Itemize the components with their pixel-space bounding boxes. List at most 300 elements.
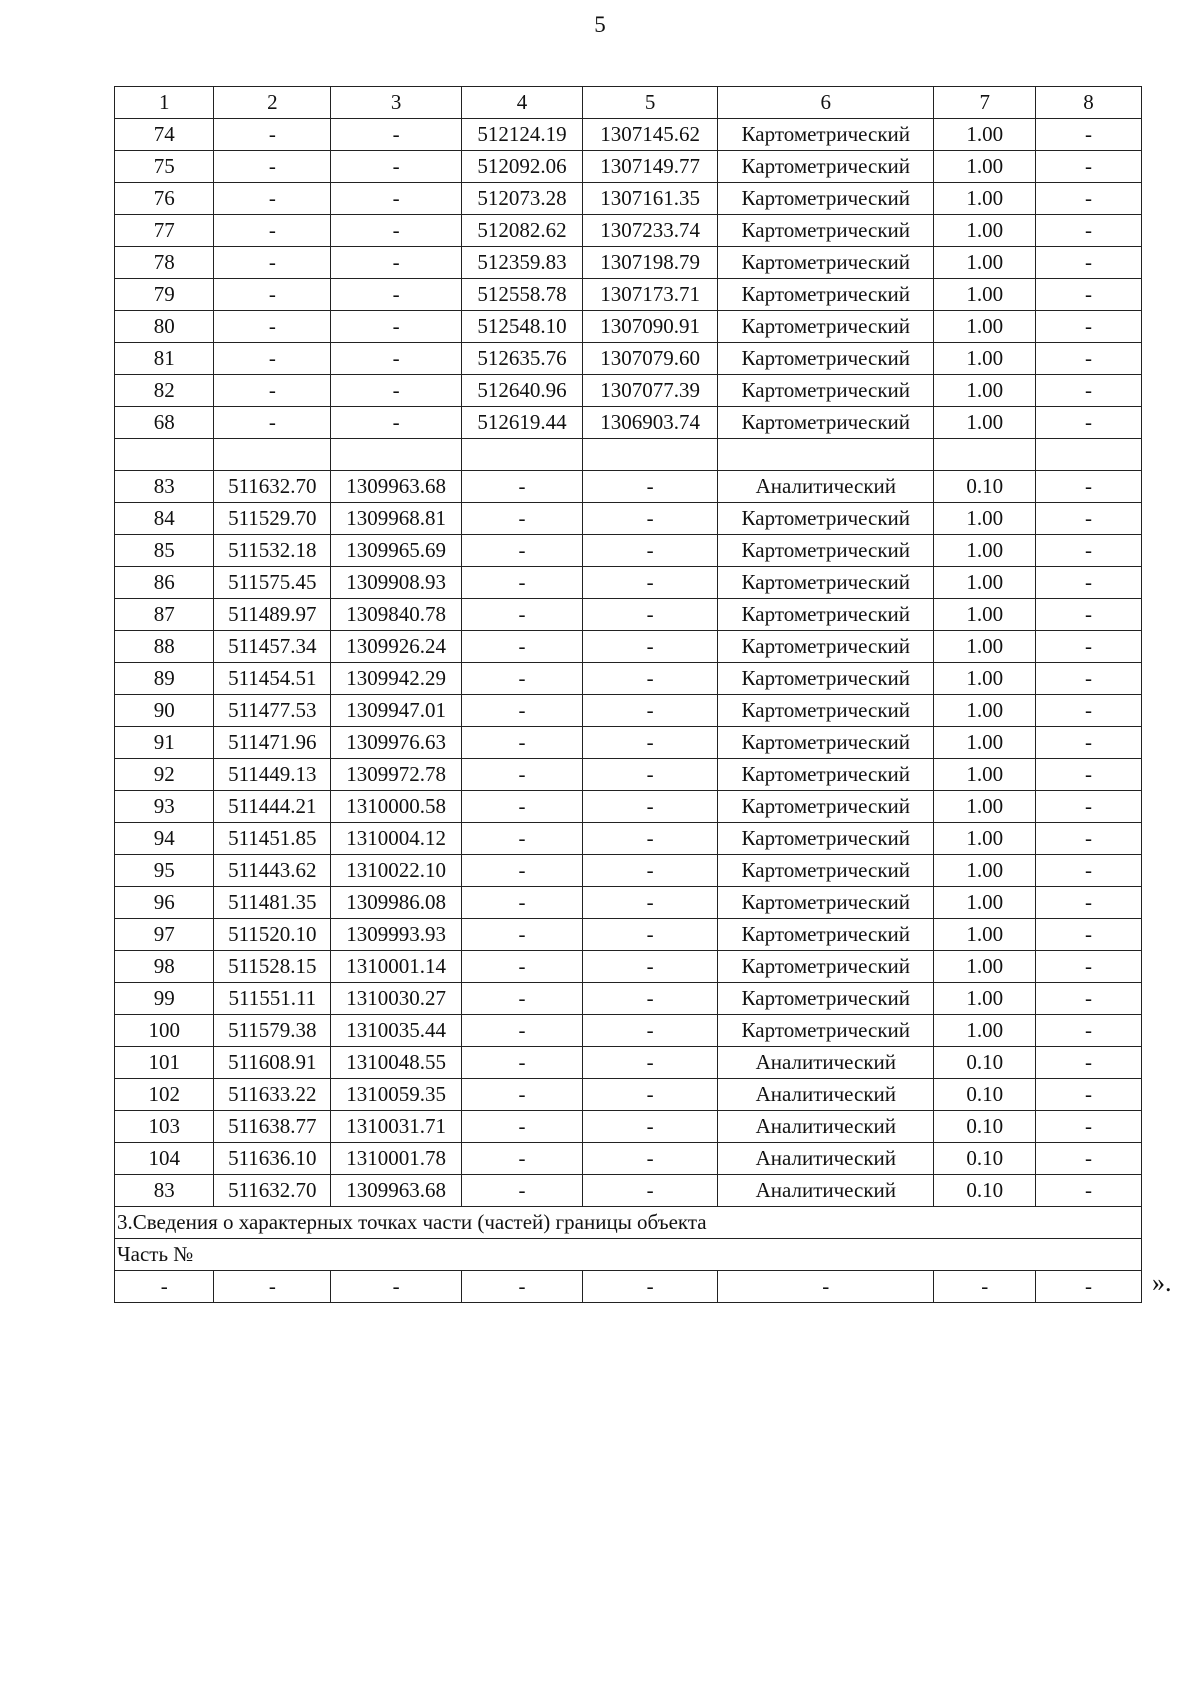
closing-quote: ». [1152,1268,1172,1297]
table-row [115,631,1142,663]
table-cell: - [214,279,331,311]
table-cell: 512082.62 [462,215,583,247]
table-cell: - [1036,983,1142,1015]
table-cell: - [1036,1143,1142,1175]
table-cell: 83 [115,1175,214,1207]
table-cell: 92 [115,759,214,791]
table-cell: 80 [115,311,214,343]
table-cell: - [1036,759,1142,791]
table-cell: Картометрический [718,311,934,343]
table-cell: - [1036,215,1142,247]
table-cell: 90 [115,695,214,727]
table-row [115,311,1142,343]
table-cell: 1307090.91 [583,311,718,343]
table-cell: 1310001.14 [331,951,462,983]
table-cell: - [1036,1079,1142,1111]
table-cell: - [1036,599,1142,631]
header-cell: 1 [115,87,214,119]
table-cell: - [1036,151,1142,183]
table-cell: - [331,343,462,375]
table-cell: Картометрический [718,279,934,311]
table-row [115,599,1142,631]
table-cell: 103 [115,1111,214,1143]
table-cell: - [214,343,331,375]
table-cell: - [1036,471,1142,503]
table-cell: 0.10 [934,1143,1036,1175]
table-cell: 1.00 [934,311,1036,343]
table-cell: - [462,1015,583,1047]
table-cell: 1.00 [934,983,1036,1015]
table-cell: 1310035.44 [331,1015,462,1047]
table-cell: - [718,1271,934,1303]
table-row [115,855,1142,887]
table-cell: - [331,407,462,439]
table-cell: - [462,695,583,727]
table-body [115,87,1142,1303]
table-cell: Картометрический [718,919,934,951]
table-cell: 1.00 [934,631,1036,663]
table-cell: - [583,663,718,695]
table-cell: Картометрический [718,599,934,631]
table-row [115,1047,1142,1079]
table-cell: 1.00 [934,791,1036,823]
table-cell: Картометрический [718,983,934,1015]
table-cell: - [1036,855,1142,887]
table-cell: 0.10 [934,1175,1036,1207]
table-cell: - [583,631,718,663]
table-cell: - [1036,887,1142,919]
table-cell: - [462,887,583,919]
table-cell: 77 [115,215,214,247]
table-cell: - [214,183,331,215]
table-row [115,887,1142,919]
table-cell: - [462,983,583,1015]
table-cell: 74 [115,119,214,151]
table-cell: - [115,1271,214,1303]
table-cell: 511449.13 [214,759,331,791]
table-cell: - [331,119,462,151]
table-cell: 1.00 [934,951,1036,983]
table-cell: 1307077.39 [583,375,718,407]
table-cell: Картометрический [718,567,934,599]
table-cell: 1.00 [934,183,1036,215]
table-cell: - [462,855,583,887]
table-cell: - [583,535,718,567]
table-row [115,1015,1142,1047]
table-cell: 94 [115,823,214,855]
table-cell: 1.00 [934,727,1036,759]
table-cell: - [1036,823,1142,855]
table-cell: 1310004.12 [331,823,462,855]
table-cell: - [214,119,331,151]
table-cell: 1310031.71 [331,1111,462,1143]
table-cell: - [462,503,583,535]
table-cell: 1310030.27 [331,983,462,1015]
table-cell: Аналитический [718,1175,934,1207]
table-cell: 1307161.35 [583,183,718,215]
table-cell: 1309963.68 [331,1175,462,1207]
table-row [115,1079,1142,1111]
part-number-label: Часть № [115,1239,1142,1271]
table-cell: 1.00 [934,887,1036,919]
table-cell: 511471.96 [214,727,331,759]
table-cell: Картометрический [718,855,934,887]
table-cell: - [583,727,718,759]
table-cell: 511632.70 [214,1175,331,1207]
table-cell: - [1036,663,1142,695]
table-cell: - [462,663,583,695]
table-row [115,407,1142,439]
table-cell: Аналитический [718,1079,934,1111]
table-cell: - [1036,119,1142,151]
table-cell: 1309986.08 [331,887,462,919]
table-cell: Картометрический [718,759,934,791]
table-cell: 1.00 [934,1015,1036,1047]
table-cell: 93 [115,791,214,823]
table-cell: 1.00 [934,151,1036,183]
table-cell: 88 [115,631,214,663]
table-cell: - [583,471,718,503]
table-cell: - [583,983,718,1015]
table-cell: 0.10 [934,471,1036,503]
table-cell: 1309908.93 [331,567,462,599]
table-cell: 102 [115,1079,214,1111]
table-cell: 1.00 [934,823,1036,855]
table-cell: - [1036,343,1142,375]
table-row [115,279,1142,311]
table-cell: Аналитический [718,1111,934,1143]
table-cell: 511608.91 [214,1047,331,1079]
table-cell: Картометрический [718,887,934,919]
table-cell: 101 [115,1047,214,1079]
table-cell: - [214,1271,331,1303]
table-cell: - [331,375,462,407]
table-cell: - [1036,375,1142,407]
table-cell: 99 [115,983,214,1015]
table-cell: - [1036,1111,1142,1143]
table-cell: 1307149.77 [583,151,718,183]
table-cell: - [583,1111,718,1143]
table-cell: 104 [115,1143,214,1175]
table-cell: 1.00 [934,567,1036,599]
table-cell: - [583,791,718,823]
table-cell: - [1036,279,1142,311]
table-cell: - [1036,311,1142,343]
table-cell: - [462,919,583,951]
table-cell: - [1036,919,1142,951]
table-cell: - [583,503,718,535]
table-cell: 1.00 [934,695,1036,727]
table-cell: 511481.35 [214,887,331,919]
table-cell: - [462,1079,583,1111]
table-cell: - [462,1111,583,1143]
table-cell: - [1036,791,1142,823]
table-cell: Картометрический [718,343,934,375]
table-row [115,119,1142,151]
table-cell: - [583,919,718,951]
table-cell: - [1036,951,1142,983]
table-cell: - [583,759,718,791]
table-cell: Аналитический [718,1143,934,1175]
table-cell: 1.00 [934,407,1036,439]
table-cell: 1.00 [934,279,1036,311]
table-cell: 1310048.55 [331,1047,462,1079]
table-cell: 82 [115,375,214,407]
table-cell: 1.00 [934,535,1036,567]
table-cell: 511520.10 [214,919,331,951]
table-cell: 1310059.35 [331,1079,462,1111]
table-cell: 98 [115,951,214,983]
table-cell: 1309963.68 [331,471,462,503]
table-row [115,183,1142,215]
table-cell: - [462,791,583,823]
table-row [115,1175,1142,1207]
table-cell: - [1036,631,1142,663]
table-cell: - [1036,1271,1142,1303]
table-cell: 0.10 [934,1111,1036,1143]
table-cell: - [462,1175,583,1207]
table-cell: 511636.10 [214,1143,331,1175]
table-row [115,343,1142,375]
table-row [115,535,1142,567]
table-cell: 1307198.79 [583,247,718,279]
table-cell: - [462,535,583,567]
table-cell: - [462,1143,583,1175]
table-cell: Картометрический [718,727,934,759]
table-cell: - [214,215,331,247]
table-cell: - [583,1271,718,1303]
table-row [115,663,1142,695]
table-cell [1036,439,1142,471]
table-cell: Картометрический [718,823,934,855]
header-cell: 8 [1036,87,1142,119]
table-cell: Аналитический [718,471,934,503]
table-cell: - [583,1079,718,1111]
table-cell: 1309976.63 [331,727,462,759]
table-cell: - [462,759,583,791]
header-cell: 6 [718,87,934,119]
section-3-title: 3.Сведения о характерных точках части (частей) границы объекта [115,1207,1142,1239]
table-cell: Картометрический [718,215,934,247]
table-cell: Картометрический [718,631,934,663]
table-cell: 1309942.29 [331,663,462,695]
table-cell: - [331,247,462,279]
table-cell: 1.00 [934,247,1036,279]
table-row [115,791,1142,823]
table-cell: Картометрический [718,951,934,983]
header-row [115,87,1142,119]
table-cell: 1309968.81 [331,503,462,535]
table-row [115,567,1142,599]
table-cell: 91 [115,727,214,759]
table-cell: 512124.19 [462,119,583,151]
table-cell: 1309947.01 [331,695,462,727]
table-cell: - [583,887,718,919]
table-cell: 1307233.74 [583,215,718,247]
table-cell: 1309965.69 [331,535,462,567]
table-cell: - [462,567,583,599]
table-row [115,695,1142,727]
table-cell [462,439,583,471]
table-row [115,1143,1142,1175]
table-row [115,983,1142,1015]
table-cell: 1310001.78 [331,1143,462,1175]
table-cell: - [583,1015,718,1047]
header-cell: 2 [214,87,331,119]
table-cell: Картометрический [718,791,934,823]
table-cell: - [214,151,331,183]
table-cell: 511632.70 [214,471,331,503]
table-cell: 511575.45 [214,567,331,599]
table-cell: 1309993.93 [331,919,462,951]
table-cell: - [583,1143,718,1175]
table-cell: - [462,471,583,503]
table-cell: - [462,727,583,759]
table-cell: 511529.70 [214,503,331,535]
table-cell: 511443.62 [214,855,331,887]
table-cell: 512635.76 [462,343,583,375]
table-cell: - [462,951,583,983]
table-cell: 1309972.78 [331,759,462,791]
table-cell: - [331,311,462,343]
table-cell: - [1036,567,1142,599]
table-cell: 1.00 [934,343,1036,375]
table-cell: 85 [115,535,214,567]
table-cell: 100 [115,1015,214,1047]
table-cell: Аналитический [718,1047,934,1079]
table-cell: Картометрический [718,119,934,151]
table-cell: 84 [115,503,214,535]
table-row [115,727,1142,759]
table-row [115,471,1142,503]
table-cell: 95 [115,855,214,887]
final-row [115,1271,1142,1303]
table-cell: 1307145.62 [583,119,718,151]
table-cell: - [1036,535,1142,567]
header-cell: 3 [331,87,462,119]
table-row [115,951,1142,983]
table-cell: - [1036,247,1142,279]
table-cell: 68 [115,407,214,439]
table-row [115,375,1142,407]
table-cell: 1.00 [934,759,1036,791]
header-cell: 4 [462,87,583,119]
table-cell: 1.00 [934,919,1036,951]
table-cell: Картометрический [718,151,934,183]
table-cell: Картометрический [718,1015,934,1047]
table-cell: 1.00 [934,599,1036,631]
table-cell: 511633.22 [214,1079,331,1111]
table-cell: - [331,279,462,311]
table-cell: - [214,375,331,407]
table-cell: - [1036,727,1142,759]
table-cell: 511444.21 [214,791,331,823]
table-cell: - [1036,695,1142,727]
table-cell: Картометрический [718,535,934,567]
table-cell: 78 [115,247,214,279]
table-cell: - [462,823,583,855]
table-cell: 512640.96 [462,375,583,407]
table-cell: 511579.38 [214,1015,331,1047]
table-row [115,503,1142,535]
table-cell: 511477.53 [214,695,331,727]
table-cell: Картометрический [718,407,934,439]
table-cell: 512548.10 [462,311,583,343]
table-cell: 97 [115,919,214,951]
table-cell: 1.00 [934,855,1036,887]
table-cell: 1.00 [934,375,1036,407]
table-cell: 81 [115,343,214,375]
table-row [115,1111,1142,1143]
table-cell: 76 [115,183,214,215]
table-cell: 512619.44 [462,407,583,439]
table-cell: 511638.77 [214,1111,331,1143]
table-cell: - [331,215,462,247]
table-cell [214,439,331,471]
coordinates-table [114,86,1142,1303]
header-cell: 5 [583,87,718,119]
table-cell: - [331,183,462,215]
table-cell: 89 [115,663,214,695]
table-cell: 512359.83 [462,247,583,279]
table-cell: - [934,1271,1036,1303]
table-cell: Картометрический [718,183,934,215]
table-cell: 1310022.10 [331,855,462,887]
table-cell: 1307079.60 [583,343,718,375]
table-cell: 512092.06 [462,151,583,183]
table-row [115,919,1142,951]
table-cell: 511532.18 [214,535,331,567]
table-cell: 1307173.71 [583,279,718,311]
table-cell: - [1036,503,1142,535]
table-cell: - [462,631,583,663]
table-cell: Картометрический [718,247,934,279]
table-cell [331,439,462,471]
table-cell: - [583,1047,718,1079]
page-number: 5 [594,12,606,37]
table-cell: - [462,599,583,631]
table-cell: - [1036,1175,1142,1207]
table-cell: - [331,1271,462,1303]
header-cell: 7 [934,87,1036,119]
table-cell: - [583,855,718,887]
table-cell: - [462,1271,583,1303]
table-cell: 511528.15 [214,951,331,983]
table-cell: 511489.97 [214,599,331,631]
table-cell [718,439,934,471]
table-cell: 1.00 [934,215,1036,247]
table-cell: Картометрический [718,375,934,407]
table-cell: 511451.85 [214,823,331,855]
table-cell: 79 [115,279,214,311]
table-row [115,215,1142,247]
table-cell: 0.10 [934,1079,1036,1111]
table-cell: Картометрический [718,663,934,695]
table-cell: 96 [115,887,214,919]
table-cell: 512073.28 [462,183,583,215]
table-row [115,759,1142,791]
table-cell: 83 [115,471,214,503]
table-cell [115,439,214,471]
table-cell: 511457.34 [214,631,331,663]
table-cell: 0.10 [934,1047,1036,1079]
table-cell: - [583,695,718,727]
table-cell: 1.00 [934,663,1036,695]
table-cell: 1309840.78 [331,599,462,631]
table-row [115,823,1142,855]
table-cell: - [583,567,718,599]
table-cell: - [214,247,331,279]
